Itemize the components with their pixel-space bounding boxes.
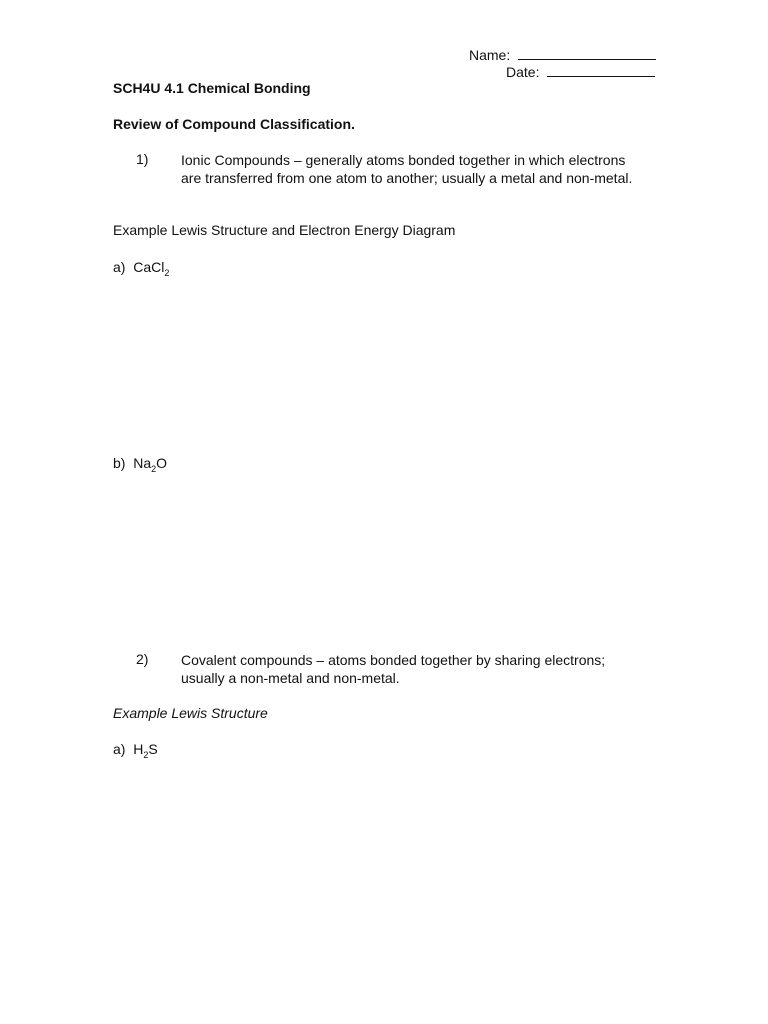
name-field bbox=[469, 46, 656, 64]
name-label: Name: bbox=[469, 47, 511, 63]
name-blank-line[interactable] bbox=[518, 46, 656, 60]
formula-subscript: 2 bbox=[143, 749, 149, 760]
example-covalent-heading: Example Lewis Structure bbox=[113, 705, 268, 721]
example-label: a) bbox=[113, 259, 126, 275]
example-ionic-heading: Example Lewis Structure and Electron Energy Diagram bbox=[113, 222, 456, 238]
formula-base: CaCl bbox=[133, 259, 165, 275]
item-number: 1) bbox=[136, 151, 149, 167]
page-title: SCH4U 4.1 Chemical Bonding bbox=[113, 80, 311, 96]
item-text-covalent: Covalent compounds – atoms bonded together by sharing electrons; usually a non-metal and non-metal. bbox=[181, 652, 606, 686]
item-number: 2) bbox=[136, 651, 149, 667]
example-label: b) bbox=[113, 455, 126, 471]
ionic-example-a bbox=[113, 259, 169, 282]
example-label: a) bbox=[113, 741, 126, 757]
date-label: Date: bbox=[506, 64, 540, 80]
date-blank-line[interactable] bbox=[547, 63, 655, 77]
formula-base: H bbox=[133, 741, 144, 757]
section-heading: Review of Compound Classification. bbox=[113, 116, 355, 132]
formula-tail: O bbox=[156, 455, 168, 471]
formula-base: Na bbox=[133, 455, 152, 471]
formula-subscript: 2 bbox=[164, 267, 170, 278]
date-field bbox=[506, 63, 655, 81]
formula-subscript: 2 bbox=[151, 463, 157, 474]
covalent-example-a bbox=[113, 741, 158, 764]
item-text-ionic: Ionic Compounds – generally atoms bonded together in which electrons are transferred from one atom to another; usually a metal and non-metal. bbox=[181, 152, 633, 186]
formula-tail: S bbox=[148, 741, 158, 757]
ionic-example-b bbox=[113, 455, 167, 478]
